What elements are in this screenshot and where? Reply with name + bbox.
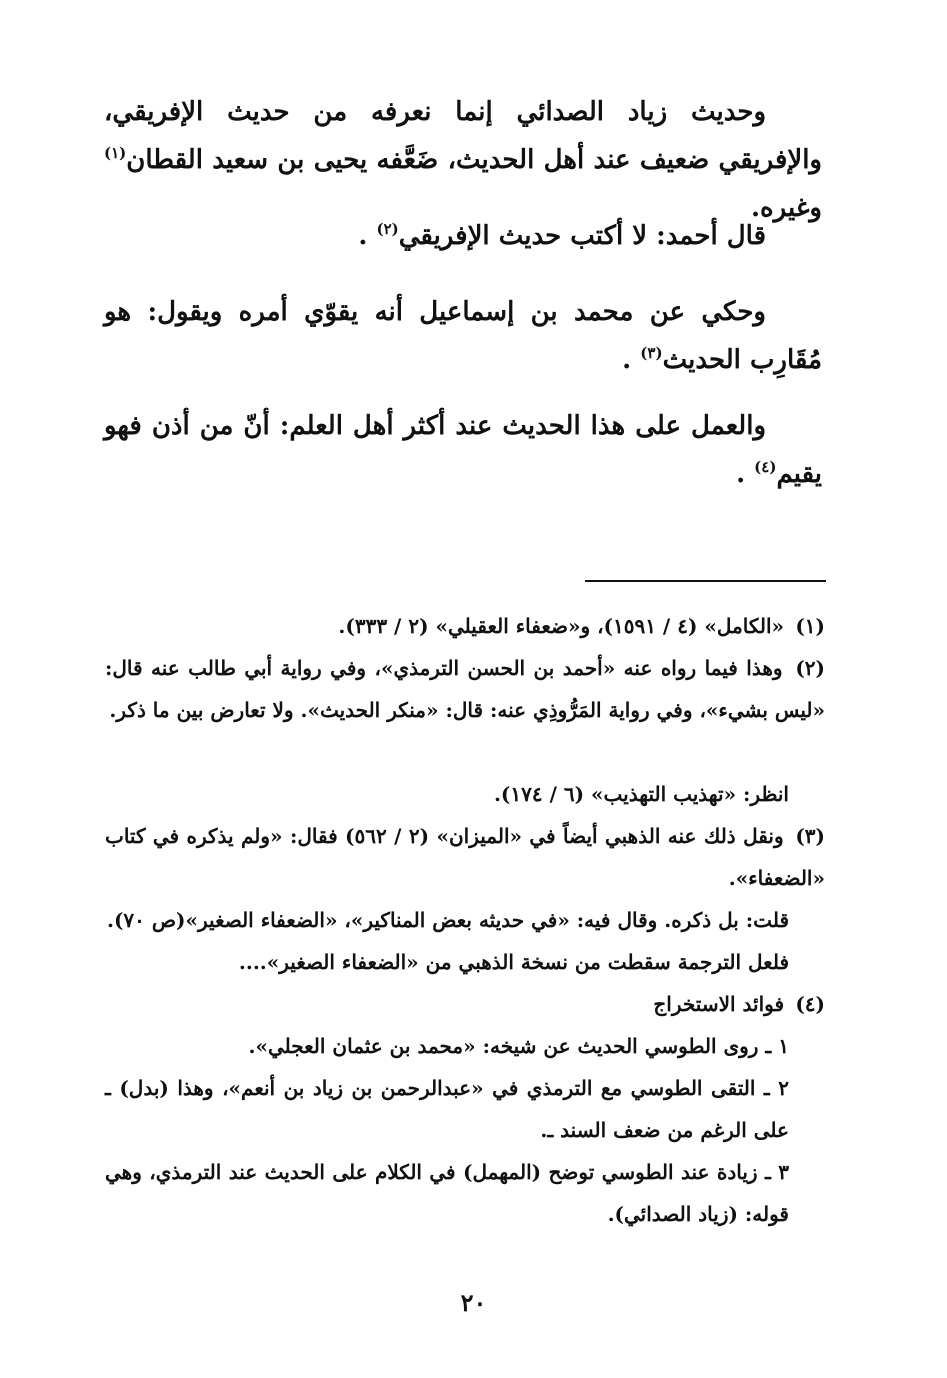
footnote-3-note-2-text: فلعل الترجمة سقطت من نسخة الذهبي من «الضعفاء الصغير».... (238, 950, 789, 974)
paragraph-4-text: والعمل على هذا الحديث عند أكثر أهل العلم: أنّ من أذن فهو يقيم (104, 411, 822, 489)
footnote-4-item-1-text: ١ ـ روى الطوسي الحديث عن شيخه: «محمد بن عثمان العجلي». (248, 1034, 789, 1058)
paragraph-2-end: . (358, 221, 377, 251)
footnote-4-item-3-text: ٣ ـ زيادة عند الطوسي توضح (المهمل) في الكلام على الحديث عند الترمذي، وهي قوله: (زياد الصدائي). (105, 1160, 789, 1226)
footnote-4-item-1 (105, 1025, 789, 1067)
footnote-1 (105, 605, 825, 647)
footnote-4-item-2 (105, 1067, 789, 1151)
page-number: ٢٠ (460, 1288, 487, 1317)
footnote-1-text: «الكامل» (٤ / ١٥٩١)، و«ضعفاء العقيلي» (٢ / ٣٣٣). (338, 614, 785, 638)
footnote-3-number: (٣) (795, 824, 826, 848)
footnote-4-item-2-text: ٢ ـ التقى الطوسي مع الترمذي في «عبدالرحمن بن زياد بن أنعم»، وهذا (بدل) ـ على الرغم من ضعف السند ـ. (105, 1076, 789, 1142)
paragraph-1-text: وحديث زياد الصدائي إنما نعرفه من حديث الإفريقي، والإفريقي ضعيف عند أهل الحديث، ضَعَّفه يحيى بن سعيد القطان (104, 97, 822, 175)
footnote-4-title: فوائد الاستخراج (653, 992, 785, 1016)
footnote-3 (105, 815, 825, 899)
footnote-2-see: انظر: «تهذيب التهذيب» (٦ / ١٧٤). (493, 782, 789, 806)
paragraph-4-end: . (736, 459, 755, 489)
footnote-1-number: (١) (795, 614, 825, 638)
paragraph-2-text: قال أحمد: لا أكتب حديث الإفريقي (398, 221, 766, 251)
footnote-4 (105, 983, 825, 1025)
paragraph-1 (104, 88, 822, 232)
footnote-ref-4[interactable]: (٤) (754, 458, 777, 476)
footnote-ref-2[interactable]: (٢) (376, 220, 399, 238)
footnote-2-number: (٢) (795, 656, 826, 680)
footnote-3-note-1-text: قلت: بل ذكره. وقال فيه: «في حديثه بعض المناكير»، «الضعفاء الصغير»(ص ٧٠). (106, 908, 789, 932)
footnote-3-text: ونقل ذلك عنه الذهبي أيضاً في «الميزان» (٢ / ٥٦٢) فقال: «ولم يذكره في كتاب «الضعفاء». (105, 824, 825, 890)
footnote-4-item-3 (105, 1151, 789, 1235)
paragraph-3-end: . (622, 345, 641, 375)
paragraph-4 (104, 402, 822, 498)
footnote-3-note-1 (105, 899, 789, 941)
footnote-2-reference (105, 773, 789, 815)
footnote-2-text: وهذا فيما رواه عنه «أحمد بن الحسن الترمذي»، وفي رواية أبي طالب عنه قال: «ليس بشيء»، وفي رواية المَرُّوذِي عنه: قال: «منكر الحديث». ولا تعارض بين ما ذكر. (105, 656, 825, 722)
footnote-ref-3[interactable]: (٣) (640, 344, 663, 362)
paragraph-1-end: وغيره. (750, 193, 822, 223)
footnote-4-number: (٤) (795, 992, 825, 1016)
footnote-2 (105, 647, 825, 731)
footnote-3-note-2 (105, 941, 789, 983)
paragraph-2 (104, 212, 822, 260)
footnote-separator (585, 580, 826, 582)
footnote-ref-1[interactable]: (١) (104, 144, 127, 162)
paragraph-3-text: وحكي عن محمد بن إسماعيل أنه يقوّي أمره ويقول: هو مُقَارِب الحديث (104, 297, 822, 375)
paragraph-3 (104, 288, 822, 384)
